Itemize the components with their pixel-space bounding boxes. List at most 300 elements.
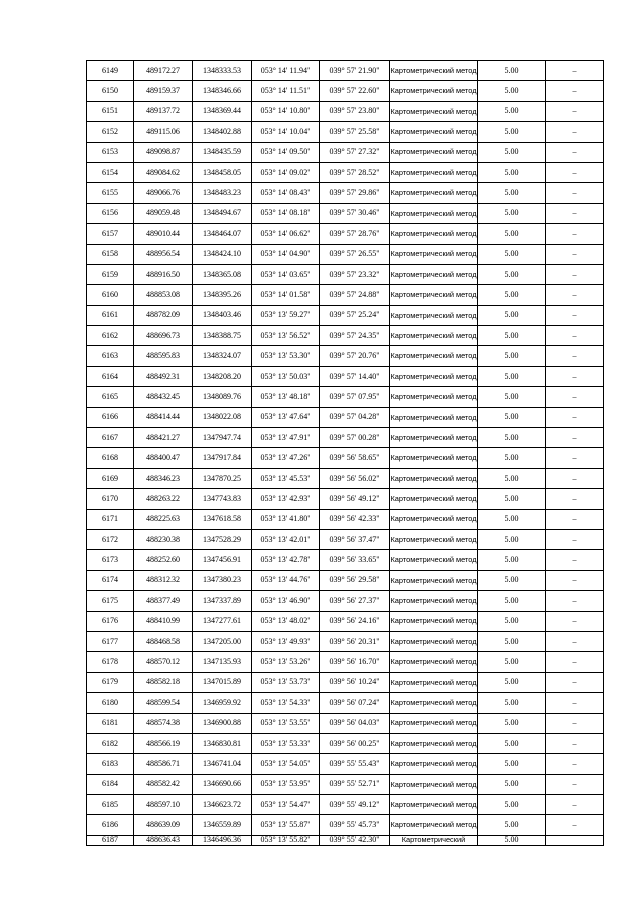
table-row [87,713,604,733]
x-coordinate-cell: 488410.99 [134,611,193,631]
accuracy-cell: 5.00 [478,264,546,284]
x-coordinate-cell: 488574.38 [134,713,193,733]
table-row [87,346,604,366]
y-coordinate-cell: 1347947.74 [193,428,252,448]
latitude-cell: 053° 13' 53.26" [252,652,320,672]
point-number-cell: 6154 [87,162,134,182]
x-coordinate-cell: 488346.23 [134,468,193,488]
method-cell: Картометрический метод [390,754,478,774]
longitude-cell: 039° 55' 52.71" [320,774,390,794]
accuracy-cell: 5.00 [478,652,546,672]
y-coordinate-cell: 1347456.91 [193,550,252,570]
longitude-cell: 039° 56' 04.03" [320,713,390,733]
x-coordinate-cell: 488312.32 [134,570,193,590]
method-cell: Картометрический метод [390,305,478,325]
note-cell: – [546,448,604,468]
y-coordinate-cell: 1348208.20 [193,366,252,386]
longitude-cell: 039° 56' 16.70" [320,652,390,672]
note-cell: – [546,142,604,162]
note-cell: – [546,366,604,386]
latitude-cell: 053° 13' 59.27" [252,305,320,325]
point-number-cell: 6186 [87,815,134,835]
method-cell: Картометрический метод [390,631,478,651]
accuracy-cell: 5.00 [478,428,546,448]
latitude-cell: 053° 14' 08.43" [252,183,320,203]
accuracy-cell: 5.00 [478,448,546,468]
latitude-cell: 053° 13' 54.33" [252,693,320,713]
longitude-cell: 039° 56' 58.65" [320,448,390,468]
table-row [87,652,604,672]
method-cell: Картометрический метод [390,346,478,366]
table-row [87,815,604,835]
latitude-cell: 053° 13' 42.78" [252,550,320,570]
method-cell: Картометрический метод [390,529,478,549]
note-cell: – [546,244,604,264]
point-number-cell: 6149 [87,61,134,81]
y-coordinate-cell: 1346690.66 [193,774,252,794]
point-number-cell: 6167 [87,428,134,448]
note-cell: – [546,754,604,774]
y-coordinate-cell: 1348365.08 [193,264,252,284]
method-cell: Картометрический метод [390,448,478,468]
latitude-cell: 053° 13' 48.02" [252,611,320,631]
point-number-cell: 6165 [87,387,134,407]
method-cell: Картометрический метод [390,815,478,835]
x-coordinate-cell: 489159.37 [134,81,193,101]
y-coordinate-cell: 1348388.75 [193,326,252,346]
longitude-cell: 039° 57' 21.90" [320,61,390,81]
method-cell: Картометрический метод [390,550,478,570]
longitude-cell: 039° 57' 26.55" [320,244,390,264]
accuracy-cell: 5.00 [478,468,546,488]
x-coordinate-cell: 488468.58 [134,631,193,651]
y-coordinate-cell: 1347015.89 [193,672,252,692]
table-row [87,305,604,325]
note-cell: – [546,428,604,448]
x-coordinate-cell: 488582.42 [134,774,193,794]
y-coordinate-cell: 1347528.29 [193,529,252,549]
note-cell: – [546,468,604,488]
x-coordinate-cell: 488582.18 [134,672,193,692]
latitude-cell: 053° 13' 56.52" [252,326,320,346]
latitude-cell: 053° 14' 10.80" [252,101,320,121]
accuracy-cell: 5.00 [478,142,546,162]
latitude-cell: 053° 13' 41.80" [252,509,320,529]
method-cell: Картометрический метод [390,611,478,631]
accuracy-cell: 5.00 [478,509,546,529]
latitude-cell: 053° 13' 55.87" [252,815,320,835]
longitude-cell: 039° 57' 22.60" [320,81,390,101]
longitude-cell: 039° 57' 04.28" [320,407,390,427]
note-cell: – [546,264,604,284]
point-number-cell: 6176 [87,611,134,631]
x-coordinate-cell: 488421.27 [134,428,193,448]
accuracy-cell: 5.00 [478,672,546,692]
point-number-cell: 6179 [87,672,134,692]
longitude-cell: 039° 55' 55.43" [320,754,390,774]
longitude-cell: 039° 57' 25.24" [320,305,390,325]
table-row [87,672,604,692]
note-cell: – [546,305,604,325]
note-cell: – [546,162,604,182]
table-row [87,509,604,529]
note-cell: – [546,407,604,427]
x-coordinate-cell: 488492.31 [134,366,193,386]
y-coordinate-cell: 1348403.46 [193,305,252,325]
method-cell: Картометрический метод [390,264,478,284]
y-coordinate-cell: 1348346.66 [193,81,252,101]
method-cell: Картометрический метод [390,387,478,407]
accuracy-cell: 5.00 [478,346,546,366]
table-row [87,407,604,427]
point-number-cell: 6185 [87,795,134,815]
longitude-cell: 039° 56' 42.33" [320,509,390,529]
latitude-cell: 053° 13' 54.47" [252,795,320,815]
note-cell: – [546,611,604,631]
y-coordinate-cell: 1347277.61 [193,611,252,631]
method-cell: Картометрический метод [390,509,478,529]
point-number-cell: 6170 [87,489,134,509]
note-cell: – [546,489,604,509]
accuracy-cell: 5.00 [478,326,546,346]
y-coordinate-cell: 1346900.88 [193,713,252,733]
method-cell: Картометрический метод [390,591,478,611]
note-cell: – [546,285,604,305]
x-coordinate-cell: 489172.27 [134,61,193,81]
method-cell: Картометрический метод [390,366,478,386]
accuracy-cell: 5.00 [478,203,546,223]
note-cell: – [546,509,604,529]
longitude-cell: 039° 57' 20.76" [320,346,390,366]
latitude-cell: 053° 13' 47.26" [252,448,320,468]
table-row [87,754,604,774]
point-number-cell: 6162 [87,326,134,346]
point-number-cell: 6159 [87,264,134,284]
method-cell: Картометрический метод [390,203,478,223]
point-number-cell: 6168 [87,448,134,468]
point-number-cell: 6184 [87,774,134,794]
accuracy-cell: 5.00 [478,835,546,845]
point-number-cell: 6181 [87,713,134,733]
y-coordinate-cell: 1347618.58 [193,509,252,529]
latitude-cell: 053° 13' 44.76" [252,570,320,590]
accuracy-cell: 5.00 [478,162,546,182]
longitude-cell: 039° 56' 27.37" [320,591,390,611]
table-row [87,591,604,611]
x-coordinate-cell: 489066.76 [134,183,193,203]
point-number-cell: 6171 [87,509,134,529]
table-row [87,81,604,101]
latitude-cell: 053° 13' 53.33" [252,733,320,753]
note-cell: – [546,652,604,672]
y-coordinate-cell: 1348494.67 [193,203,252,223]
y-coordinate-cell: 1347337.89 [193,591,252,611]
latitude-cell: 053° 13' 53.73" [252,672,320,692]
accuracy-cell: 5.00 [478,570,546,590]
table-row [87,611,604,631]
table-row [87,631,604,651]
table-row [87,326,604,346]
table-row [87,733,604,753]
x-coordinate-cell: 489059.48 [134,203,193,223]
note-cell: – [546,81,604,101]
accuracy-cell: 5.00 [478,815,546,835]
accuracy-cell: 5.00 [478,101,546,121]
y-coordinate-cell: 1348395.26 [193,285,252,305]
y-coordinate-cell: 1347870.25 [193,468,252,488]
y-coordinate-cell: 1348022.08 [193,407,252,427]
note-cell: – [546,591,604,611]
longitude-cell: 039° 56' 07.24" [320,693,390,713]
latitude-cell: 053° 13' 48.18" [252,387,320,407]
method-cell: Картометрический метод [390,183,478,203]
point-number-cell: 6160 [87,285,134,305]
table-row [87,387,604,407]
table-row [87,835,604,845]
method-cell: Картометрический метод [390,693,478,713]
longitude-cell: 039° 56' 20.31" [320,631,390,651]
x-coordinate-cell: 488599.54 [134,693,193,713]
method-cell: Картометрический метод [390,468,478,488]
y-coordinate-cell: 1348458.05 [193,162,252,182]
accuracy-cell: 5.00 [478,387,546,407]
latitude-cell: 053° 13' 49.93" [252,631,320,651]
point-number-cell: 6173 [87,550,134,570]
latitude-cell: 053° 13' 42.93" [252,489,320,509]
note-cell: – [546,570,604,590]
accuracy-cell: 5.00 [478,591,546,611]
point-number-cell: 6174 [87,570,134,590]
longitude-cell: 039° 56' 33.65" [320,550,390,570]
note-cell: – [546,387,604,407]
table-row [87,529,604,549]
accuracy-cell: 5.00 [478,122,546,142]
x-coordinate-cell: 489137.72 [134,101,193,121]
table-row [87,264,604,284]
accuracy-cell: 5.00 [478,407,546,427]
table-row [87,122,604,142]
y-coordinate-cell: 1347380.23 [193,570,252,590]
note-cell: – [546,733,604,753]
table-row [87,285,604,305]
point-number-cell: 6175 [87,591,134,611]
latitude-cell: 053° 14' 09.50" [252,142,320,162]
longitude-cell: 039° 57' 24.35" [320,326,390,346]
point-number-cell: 6155 [87,183,134,203]
x-coordinate-cell: 489084.62 [134,162,193,182]
table-row [87,101,604,121]
x-coordinate-cell: 488230.38 [134,529,193,549]
accuracy-cell: 5.00 [478,611,546,631]
x-coordinate-cell: 489098.87 [134,142,193,162]
point-number-cell: 6166 [87,407,134,427]
y-coordinate-cell: 1346959.92 [193,693,252,713]
longitude-cell: 039° 55' 49.12" [320,795,390,815]
method-cell: Картометрический метод [390,428,478,448]
note-cell: – [546,693,604,713]
longitude-cell: 039° 55' 42.30" [320,835,390,845]
table-row [87,366,604,386]
latitude-cell: 053° 14' 11.94" [252,61,320,81]
x-coordinate-cell: 488414.44 [134,407,193,427]
y-coordinate-cell: 1348435.59 [193,142,252,162]
latitude-cell: 053° 14' 11.51" [252,81,320,101]
note-cell: – [546,326,604,346]
accuracy-cell: 5.00 [478,81,546,101]
latitude-cell: 053° 13' 53.95" [252,774,320,794]
note-cell: – [546,550,604,570]
longitude-cell: 039° 56' 10.24" [320,672,390,692]
note-cell: – [546,774,604,794]
y-coordinate-cell: 1348464.07 [193,224,252,244]
longitude-cell: 039° 57' 24.88" [320,285,390,305]
latitude-cell: 053° 14' 08.18" [252,203,320,223]
longitude-cell: 039° 57' 28.52" [320,162,390,182]
accuracy-cell: 5.00 [478,713,546,733]
longitude-cell: 039° 56' 37.47" [320,529,390,549]
latitude-cell: 053° 14' 01.58" [252,285,320,305]
longitude-cell: 039° 57' 25.58" [320,122,390,142]
table-row [87,203,604,223]
y-coordinate-cell: 1346496.36 [193,835,252,845]
table-row [87,142,604,162]
note-cell: – [546,795,604,815]
point-number-cell: 6152 [87,122,134,142]
method-cell: Картометрический метод [390,224,478,244]
longitude-cell: 039° 56' 00.25" [320,733,390,753]
x-coordinate-cell: 489010.44 [134,224,193,244]
longitude-cell: 039° 56' 49.12" [320,489,390,509]
method-cell: Картометрический метод [390,326,478,346]
x-coordinate-cell: 488432.45 [134,387,193,407]
longitude-cell: 039° 56' 24.16" [320,611,390,631]
table-row [87,795,604,815]
latitude-cell: 053° 14' 09.02" [252,162,320,182]
method-cell: Картометрический метод [390,142,478,162]
accuracy-cell: 5.00 [478,285,546,305]
longitude-cell: 039° 57' 30.46" [320,203,390,223]
table-row [87,489,604,509]
y-coordinate-cell: 1348333.53 [193,61,252,81]
longitude-cell: 039° 57' 14.40" [320,366,390,386]
method-cell: Картометрический метод [390,407,478,427]
point-number-cell: 6161 [87,305,134,325]
note-cell: – [546,631,604,651]
point-number-cell: 6156 [87,203,134,223]
latitude-cell: 053° 13' 55.82" [252,835,320,845]
x-coordinate-cell: 488400.47 [134,448,193,468]
method-cell: Картометрический метод [390,672,478,692]
point-number-cell: 6172 [87,529,134,549]
latitude-cell: 053° 13' 53.30" [252,346,320,366]
accuracy-cell: 5.00 [478,224,546,244]
table-row [87,550,604,570]
x-coordinate-cell: 488586.71 [134,754,193,774]
note-cell [546,835,604,845]
table-row [87,468,604,488]
method-cell: Картометрический метод [390,101,478,121]
accuracy-cell: 5.00 [478,489,546,509]
x-coordinate-cell: 488595.83 [134,346,193,366]
y-coordinate-cell: 1348324.07 [193,346,252,366]
table-row [87,224,604,244]
accuracy-cell: 5.00 [478,366,546,386]
method-cell: Картометрический метод [390,774,478,794]
point-number-cell: 6158 [87,244,134,264]
y-coordinate-cell: 1348369.44 [193,101,252,121]
coordinate-table-page [86,60,603,846]
method-cell: Картометрический метод [390,162,478,182]
accuracy-cell: 5.00 [478,774,546,794]
note-cell: – [546,713,604,733]
latitude-cell: 053° 13' 47.91" [252,428,320,448]
accuracy-cell: 5.00 [478,795,546,815]
x-coordinate-cell: 488782.09 [134,305,193,325]
longitude-cell: 039° 57' 28.76" [320,224,390,244]
note-cell: – [546,224,604,244]
point-number-cell: 6153 [87,142,134,162]
x-coordinate-cell: 488853.08 [134,285,193,305]
longitude-cell: 039° 56' 29.58" [320,570,390,590]
longitude-cell: 039° 57' 29.86" [320,183,390,203]
table-row [87,61,604,81]
latitude-cell: 053° 13' 54.05" [252,754,320,774]
note-cell: – [546,183,604,203]
x-coordinate-cell: 488225.63 [134,509,193,529]
point-number-cell: 6187 [87,835,134,845]
y-coordinate-cell: 1348402.88 [193,122,252,142]
x-coordinate-cell: 489115.06 [134,122,193,142]
longitude-cell: 039° 56' 56.02" [320,468,390,488]
table-row [87,693,604,713]
method-cell: Картометрический метод [390,570,478,590]
method-cell: Картометрический [390,835,478,845]
point-number-cell: 6164 [87,366,134,386]
latitude-cell: 053° 13' 53.55" [252,713,320,733]
note-cell: – [546,61,604,81]
point-number-cell: 6163 [87,346,134,366]
method-cell: Картометрический метод [390,81,478,101]
y-coordinate-cell: 1348424.10 [193,244,252,264]
y-coordinate-cell: 1346559.89 [193,815,252,835]
y-coordinate-cell: 1347917.84 [193,448,252,468]
x-coordinate-cell: 488916.50 [134,264,193,284]
latitude-cell: 053° 13' 50.03" [252,366,320,386]
latitude-cell: 053° 13' 47.64" [252,407,320,427]
longitude-cell: 039° 57' 07.95" [320,387,390,407]
accuracy-cell: 5.00 [478,244,546,264]
y-coordinate-cell: 1348089.76 [193,387,252,407]
method-cell: Картометрический метод [390,489,478,509]
point-number-cell: 6157 [87,224,134,244]
accuracy-cell: 5.00 [478,183,546,203]
point-number-cell: 6169 [87,468,134,488]
longitude-cell: 039° 57' 23.80" [320,101,390,121]
accuracy-cell: 5.00 [478,550,546,570]
longitude-cell: 039° 57' 27.32" [320,142,390,162]
y-coordinate-cell: 1347205.00 [193,631,252,651]
note-cell: – [546,203,604,223]
latitude-cell: 053° 13' 42.01" [252,529,320,549]
note-cell: – [546,346,604,366]
table-body [87,61,604,846]
accuracy-cell: 5.00 [478,305,546,325]
accuracy-cell: 5.00 [478,754,546,774]
x-coordinate-cell: 488597.10 [134,795,193,815]
latitude-cell: 053° 14' 10.04" [252,122,320,142]
latitude-cell: 053° 14' 03.65" [252,264,320,284]
x-coordinate-cell: 488696.73 [134,326,193,346]
